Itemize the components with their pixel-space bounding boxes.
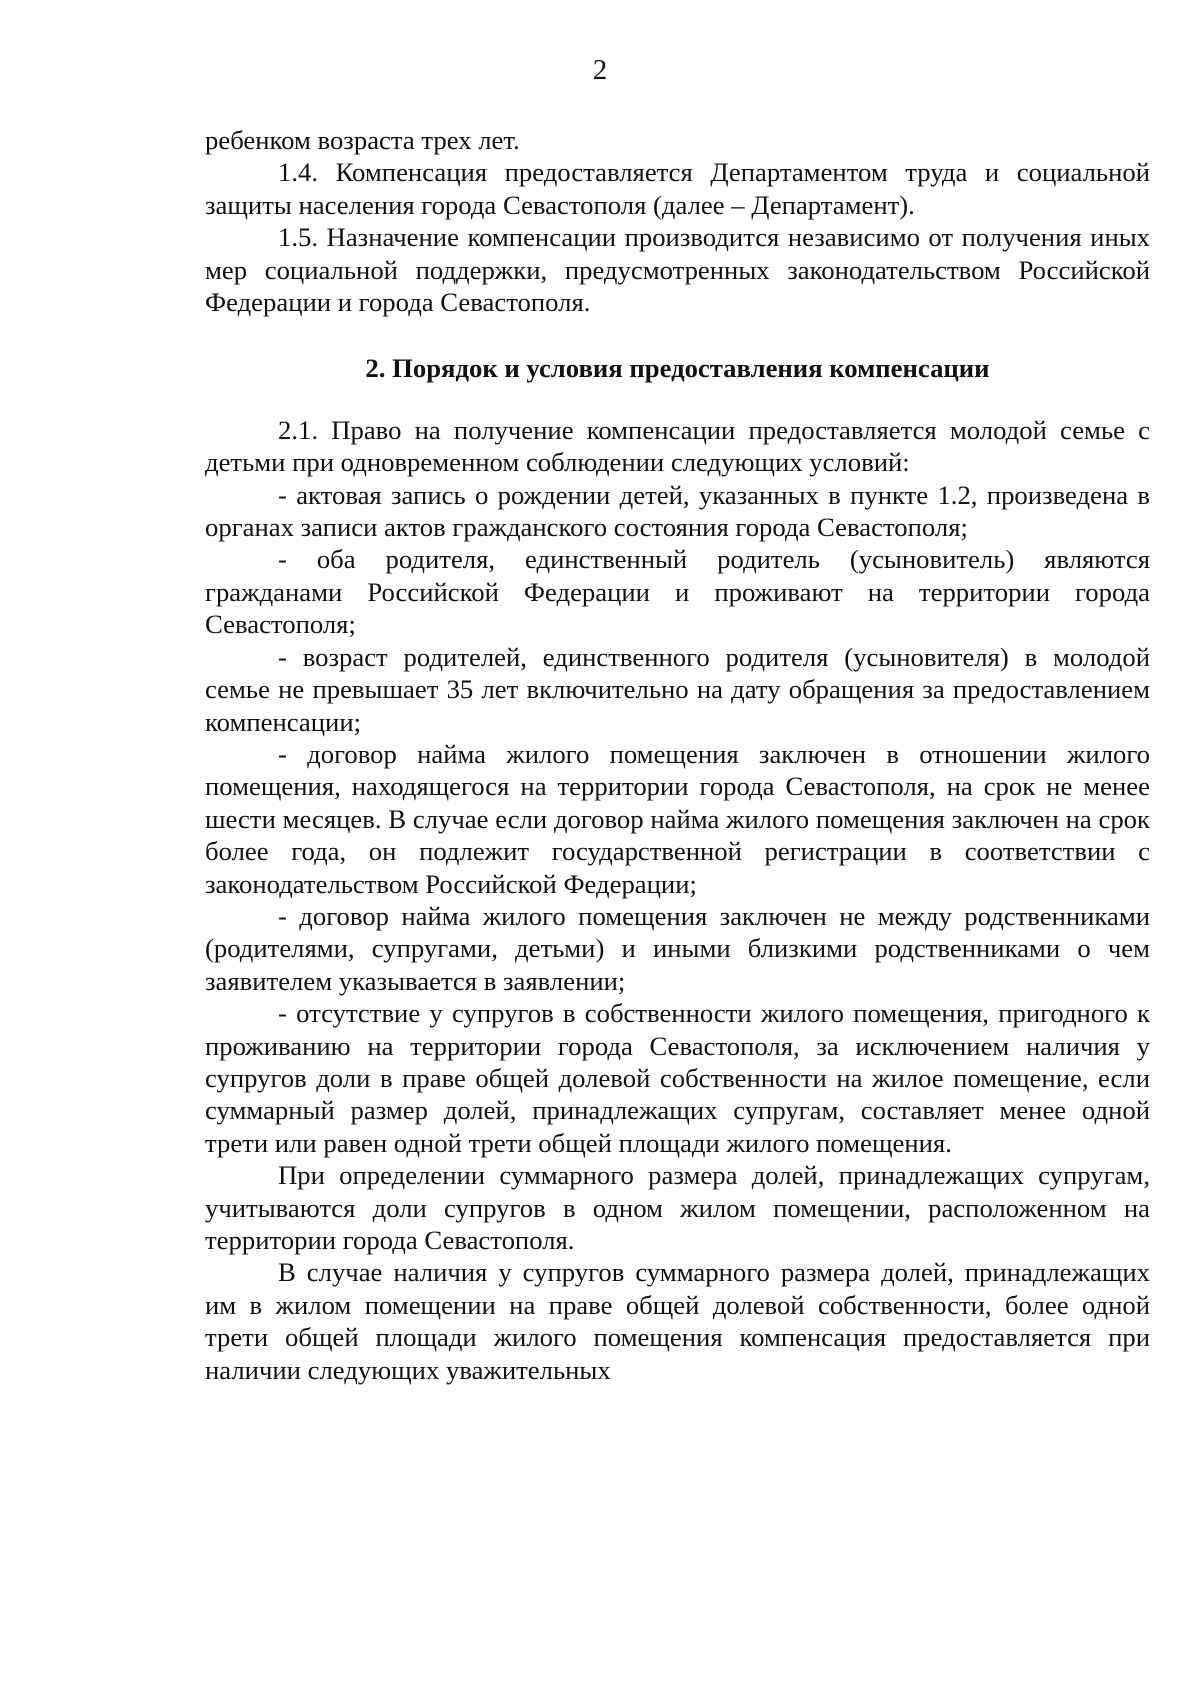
paragraph-continuation-1-3: ребенком возраста трех лет. bbox=[205, 125, 520, 155]
paragraph-share-calculation: При определении суммарного размера долей, принадлежащих супругам, учитываются доли супругов в одном жилом помещении, расположенном на территории города Севастополя. bbox=[205, 1160, 1150, 1255]
condition-citizenship: - оба родителя, единственный родитель (усыновитель) являются гражданами Российской Федерации и проживают на территории города Севастополя; bbox=[205, 544, 1150, 640]
condition-age: - возраст родителей, единственного родителя (усыновителя) в молодой семье не превышает 35 лет включительно на дату обращения за предоставлением компенсации; bbox=[205, 641, 1150, 737]
condition-no-property: - отсутствие у супругов в собственности жилого помещения, пригодного к проживанию на территории города Севастополя, за исключением наличия у супругов доли в праве общей долевой собственности на жилое помещение, если суммарный размер долей, принадлежащих супругам, составляет менее одной трети или равен одной трети общей площади жилого помещения. bbox=[205, 998, 1150, 1158]
page-number: 2 bbox=[592, 54, 608, 86]
document-body bbox=[205, 124, 1150, 1386]
condition-lease-relatives: - договор найма жилого помещения заключен не между родственниками (родителями, супругами, детьми) и иными близкими родственниками о чем заявителем указывается в заявлении; bbox=[205, 900, 1150, 996]
paragraph-2-1: 2.1. Право на получение компенсации предоставляется молодой семье с детьми при одновременном соблюдении следующих условий: bbox=[205, 414, 1150, 478]
paragraph-1-4: 1.4. Компенсация предоставляется Департаментом труда и социальной защиты населения города Севастополя (далее – Департамент). bbox=[205, 157, 1150, 220]
condition-lease-term: - договор найма жилого помещения заключен в отношении жилого помещения, находящегося на территории города Севастополя, на срок не менее шести месяцев. В случае если договор найма жилого помещения заключен на срок более года, он подлежит государственной регистрации в соответствии с законодательством Российской Федерации; bbox=[205, 738, 1150, 899]
paragraph-1-5: 1.5. Назначение компенсации производится независимо от получения иных мер социальной поддержки, предусмотренных законодательством Российской Федерации и города Севастополя. bbox=[205, 222, 1150, 318]
paragraph-share-exception: В случае наличия у супругов суммарного размера долей, принадлежащих им в жилом помещении на праве общей долевой собственности, более одной трети общей площади жилого помещения компенсация предоставляется при наличии следующих уважительных bbox=[205, 1257, 1150, 1385]
section-heading: 2. Порядок и условия предоставления компенсации bbox=[365, 353, 990, 384]
condition-birth-record: - актовая запись о рождении детей, указанных в пункте 1.2, произведена в органах записи актов гражданского состояния города Севастополя; bbox=[205, 479, 1150, 543]
